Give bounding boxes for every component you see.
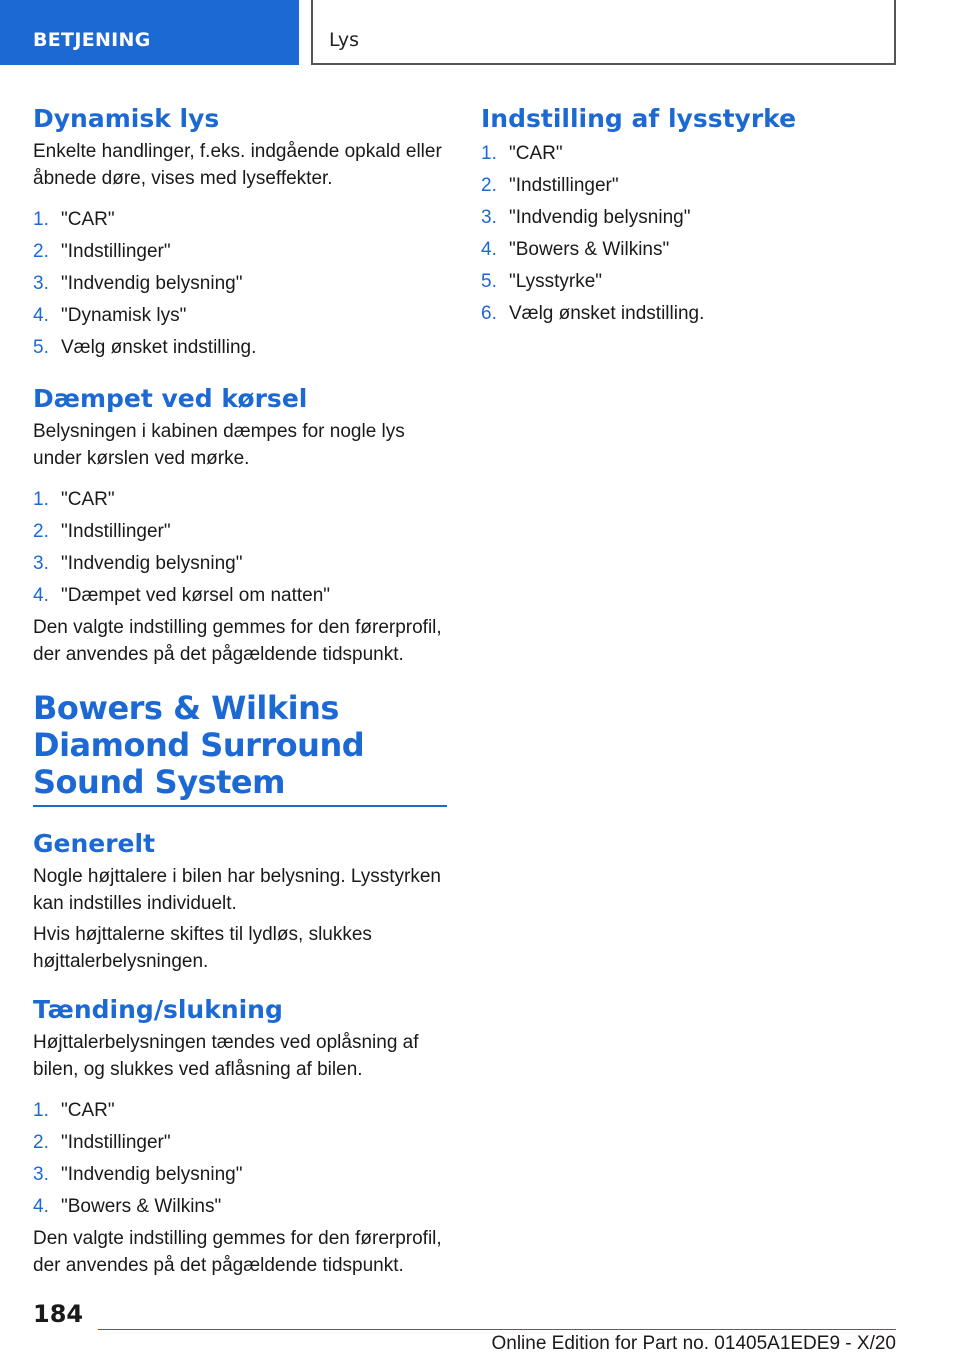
left-column xyxy=(33,100,447,1279)
paragraph: Nogle højttalere i bilen har belysning. Lysstyrken kan indstilles individuelt. xyxy=(33,866,441,914)
step-item xyxy=(33,1127,447,1159)
step-number: 1 . xyxy=(481,138,509,170)
step-text: Vælg ønsket indstilling. xyxy=(509,303,705,324)
step-item xyxy=(481,170,895,202)
step-item xyxy=(33,1191,447,1223)
section-intro: Belysningen i kabinen dæmpes for nogle lys under kørslen ved mørke. xyxy=(33,421,405,469)
section-on-off xyxy=(33,991,447,1279)
step-number: 4 . xyxy=(481,234,509,266)
step-text: "Indvendig belysning" xyxy=(61,273,243,294)
step-number: 6 . xyxy=(481,298,509,330)
step-text: "Indvendig belysning" xyxy=(61,553,243,574)
step-number: 1 . xyxy=(33,204,61,236)
step-text: "CAR" xyxy=(509,143,563,164)
step-number: 3 . xyxy=(33,548,61,580)
step-number: 4 . xyxy=(33,1191,61,1223)
step-text: "Bowers & Wilkins" xyxy=(61,1196,222,1217)
step-number: 2 . xyxy=(33,236,61,268)
step-text: "CAR" xyxy=(61,1100,115,1121)
steps-list xyxy=(33,1095,447,1223)
section-bowers-wilkins xyxy=(33,690,447,807)
step-number: 4 . xyxy=(33,300,61,332)
step-item xyxy=(33,516,447,548)
topic-label: Lys xyxy=(329,29,359,51)
step-item xyxy=(33,300,447,332)
step-number: 3 . xyxy=(33,1159,61,1191)
step-item xyxy=(33,548,447,580)
step-item xyxy=(33,204,447,236)
step-item xyxy=(33,580,447,612)
page-number: 184 xyxy=(33,1300,84,1328)
section-dimmed-driving xyxy=(33,380,447,668)
step-text: "Lysstyrke" xyxy=(509,271,603,292)
step-number: 4 . xyxy=(33,580,61,612)
step-number: 2 . xyxy=(33,516,61,548)
section-brightness xyxy=(481,100,895,330)
step-number: 3 . xyxy=(481,202,509,234)
step-item xyxy=(481,234,895,266)
step-item xyxy=(33,332,447,364)
chapter-title: Bowers & Wilkins Diamond Surround Sound System xyxy=(33,690,447,807)
step-item xyxy=(33,1159,447,1191)
section-dynamic-light xyxy=(33,100,447,364)
steps-list xyxy=(481,138,895,330)
section-title: Dæmpet ved kørsel xyxy=(33,384,308,413)
footer-divider xyxy=(98,1329,896,1330)
step-item xyxy=(481,138,895,170)
step-text: "Indstillinger" xyxy=(61,521,171,542)
step-text: "CAR" xyxy=(61,209,115,230)
section-title: Tænding/slukning xyxy=(33,995,283,1024)
step-text: "Indstillinger" xyxy=(509,175,619,196)
step-number: 2 . xyxy=(33,1127,61,1159)
section-intro: Højttalerbelysningen tændes ved oplåsning af bilen, og slukkes ved aflåsning af bilen. xyxy=(33,1032,419,1080)
step-item xyxy=(33,484,447,516)
step-text: "Bowers & Wilkins" xyxy=(509,239,670,260)
topic-header xyxy=(311,0,896,65)
step-number: 1 . xyxy=(33,1095,61,1127)
step-text: "Indstillinger" xyxy=(61,241,171,262)
step-item xyxy=(33,268,447,300)
step-text: "Indvendig belysning" xyxy=(509,207,691,228)
footer-edition: Online Edition for Part no. 01405A1EDE9 - X/20 xyxy=(491,1333,896,1354)
chapter-label: BETJENING xyxy=(33,29,151,51)
step-item xyxy=(33,1095,447,1127)
step-text: "Dynamisk lys" xyxy=(61,305,187,326)
step-item xyxy=(481,202,895,234)
step-item xyxy=(481,266,895,298)
step-item xyxy=(481,298,895,330)
section-note: Den valgte indstilling gemmes for den førerprofil, der anvendes på det pågældende tidspunkt. xyxy=(33,617,442,665)
step-text: "CAR" xyxy=(61,489,115,510)
step-number: 5 . xyxy=(481,266,509,298)
step-text: "Indvendig belysning" xyxy=(61,1164,243,1185)
section-general xyxy=(33,825,447,975)
paragraph: Hvis højttalerne skiftes til lydløs, slukkes højttalerbelysningen. xyxy=(33,924,372,972)
chapter-tab xyxy=(0,0,299,65)
steps-list xyxy=(33,204,447,364)
section-intro: Enkelte handlinger, f.eks. indgående opkald eller åbnede døre, vises med lyseffekter. xyxy=(33,141,442,189)
section-note: Den valgte indstilling gemmes for den førerprofil, der anvendes på det pågældende tidspunkt. xyxy=(33,1228,442,1276)
step-number: 1 . xyxy=(33,484,61,516)
step-item xyxy=(33,236,447,268)
right-column xyxy=(481,100,895,330)
step-text: "Indstillinger" xyxy=(61,1132,171,1153)
step-number: 3 . xyxy=(33,268,61,300)
step-text: "Dæmpet ved kørsel om natten" xyxy=(61,585,331,606)
section-title: Dynamisk lys xyxy=(33,104,220,133)
step-text: Vælg ønsket indstilling. xyxy=(61,337,257,358)
section-title: Generelt xyxy=(33,829,156,858)
step-number: 2 . xyxy=(481,170,509,202)
step-number: 5 . xyxy=(33,332,61,364)
steps-list xyxy=(33,484,447,612)
section-title: Indstilling af lysstyrke xyxy=(481,104,797,133)
